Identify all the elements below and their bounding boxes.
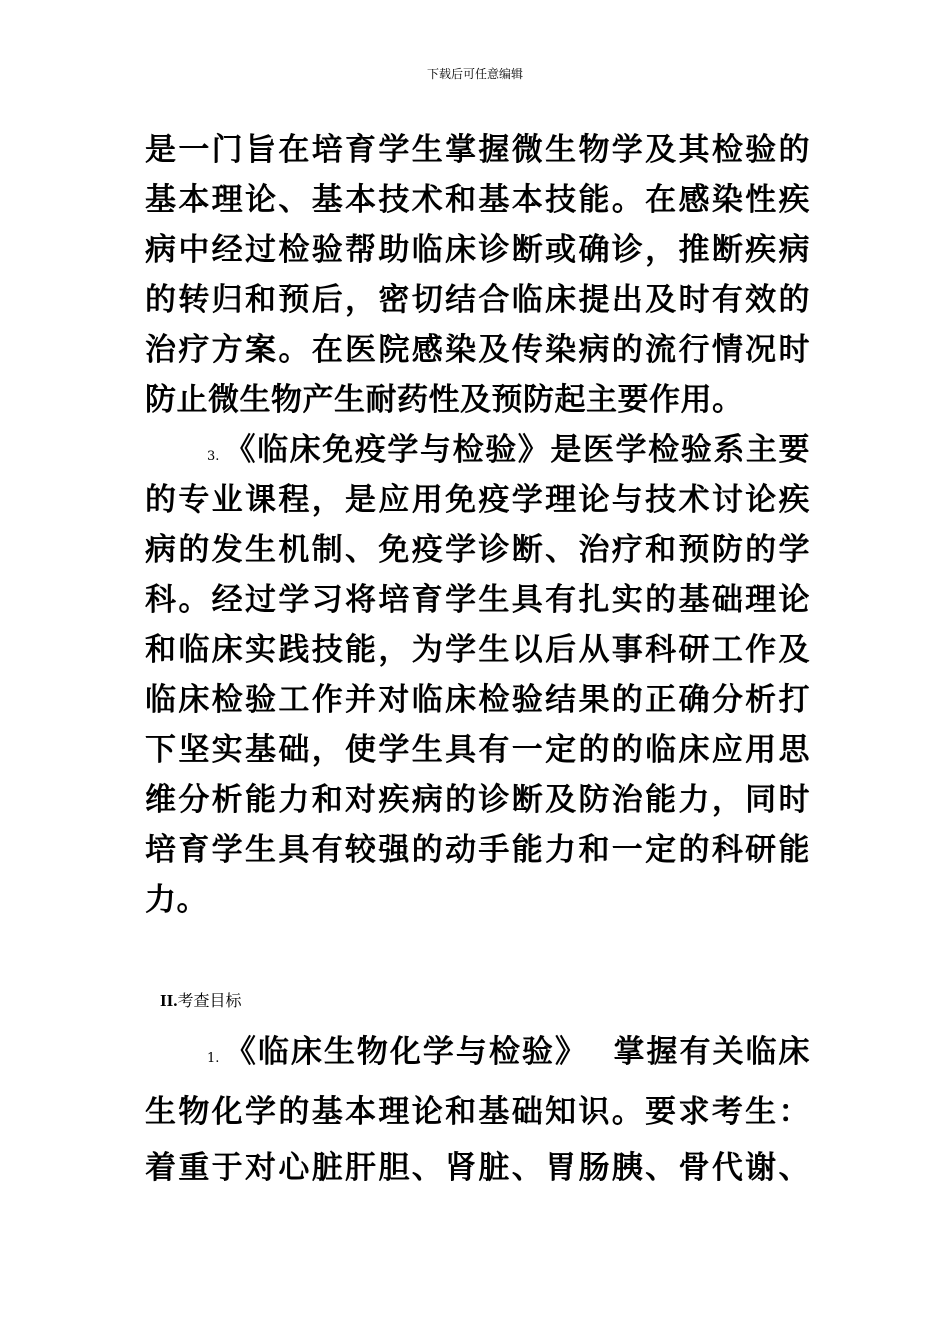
paragraph-line: 科。经过学习将培育学生具有扎实的基础理论 xyxy=(145,582,810,618)
paragraph-line: 和临床实践技能，为学生以后从事科研工作及 xyxy=(145,632,810,668)
paragraph-line: 防止微生物产生耐药性及预防起主要作用。 xyxy=(145,382,744,418)
section-number: II. xyxy=(160,991,178,1010)
paragraph-line: 的专业课程，是应用免疫学理论与技术讨论疾 xyxy=(145,482,810,518)
section-heading xyxy=(160,990,242,1012)
list-item-number: 3. xyxy=(207,449,220,464)
paragraph-line: 病中经过检验帮助临床诊断或确诊，推断疾病 xyxy=(145,232,810,268)
paragraph-line: 治疗方案。在医院感染及传染病的流行情况时 xyxy=(145,332,810,368)
list-item-1-first-line xyxy=(207,1032,810,1079)
paragraph-line: 病的发生机制、免疫学诊断、治疗和预防的学 xyxy=(145,532,810,568)
paragraph-line: 临床检验工作并对临床检验结果的正确分析打 xyxy=(145,682,810,718)
section-title: 考查目标 xyxy=(177,991,242,1010)
list-item-number: 1. xyxy=(207,1051,220,1066)
paragraph-line: 基本理论、基本技术和基本技能。在感染性疾 xyxy=(145,182,810,218)
paragraph-line: 生物化学的基本理论和基础知识。要求考生： xyxy=(145,1094,810,1130)
list-item-text: 《临床生物化学与检验》 掌握有关临床 xyxy=(223,1034,810,1070)
paragraph-line: 着重于对心脏肝胆、肾脏、胃肠胰、骨代谢、 xyxy=(145,1150,810,1186)
paragraph-line: 是一门旨在培育学生掌握微生物学及其检验的 xyxy=(145,132,810,168)
list-item-text: 《临床免疫学与检验》是医学检验系主要 xyxy=(223,432,810,468)
paragraph-line: 下坚实基础，使学生具有一定的的临床应用思 xyxy=(145,732,810,768)
list-item-3-first-line xyxy=(207,430,810,477)
paragraph-line: 培育学生具有较强的动手能力和一定的科研能 xyxy=(145,832,810,868)
header-note: 下载后可任意编辑 xyxy=(426,67,523,81)
paragraph-line: 力。 xyxy=(145,882,208,918)
paragraph-line: 的转归和预后，密切结合临床提出及时有效的 xyxy=(145,282,810,318)
paragraph-line: 维分析能力和对疾病的诊断及防治能力，同时 xyxy=(145,782,810,818)
